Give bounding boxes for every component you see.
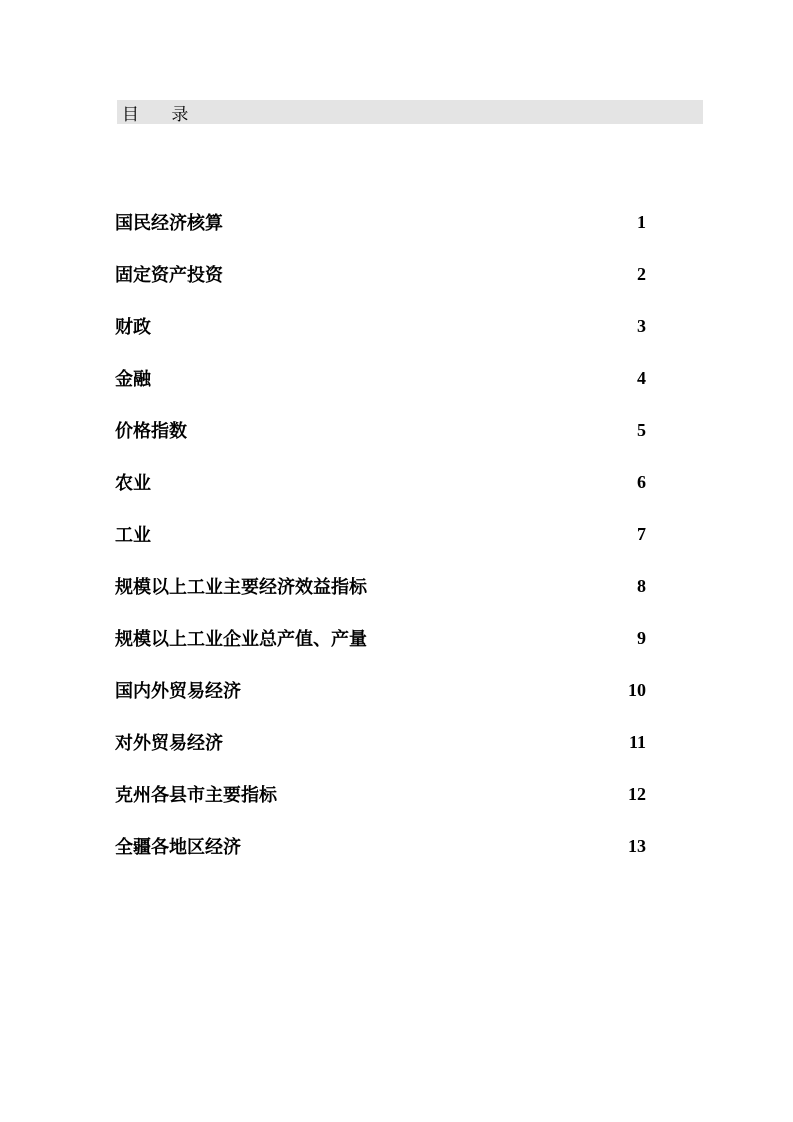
toc-entry-page-number: 6 (637, 471, 646, 492)
toc-entry-page-number: 9 (637, 627, 646, 648)
toc-entry-page-number: 1 (637, 211, 646, 232)
toc-entry-label: 规模以上工业主要经济效益指标 (115, 577, 367, 598)
toc-entry[interactable] (115, 820, 646, 872)
toc-entry-label: 克州各县市主要指标 (115, 785, 277, 806)
toc-entry-label: 固定资产投资 (115, 265, 223, 286)
toc-entry-page-number: 4 (637, 367, 646, 388)
toc-entry-label: 国民经济核算 (115, 213, 223, 234)
toc-entry[interactable] (115, 664, 646, 716)
toc-entry-page-number: 5 (637, 419, 646, 440)
toc-entry[interactable] (115, 300, 646, 352)
toc-entry-label: 规模以上工业企业总产值、产量 (115, 629, 367, 650)
toc-entry[interactable] (115, 716, 646, 768)
toc-entry-page-number: 12 (628, 783, 646, 804)
toc-entry-page-number: 11 (628, 731, 646, 752)
toc-entry-page-number: 13 (628, 835, 646, 856)
toc-entry[interactable] (115, 196, 646, 248)
toc-entry[interactable] (115, 404, 646, 456)
toc-entry[interactable] (115, 508, 646, 560)
toc-entry-page-number: 3 (637, 315, 646, 336)
toc-entry[interactable] (115, 768, 646, 820)
toc-entry-label: 农业 (115, 473, 151, 494)
toc-entry-label: 金融 (115, 369, 151, 390)
table-of-contents (115, 196, 646, 872)
toc-title: 目 录 (122, 104, 189, 125)
toc-entry-label: 对外贸易经济 (115, 733, 223, 754)
toc-entry-label: 国内外贸易经济 (115, 681, 241, 702)
toc-entry-label: 财政 (115, 317, 151, 338)
toc-entry-page-number: 10 (628, 679, 646, 700)
toc-entry-label: 工业 (115, 525, 151, 546)
toc-entry[interactable] (115, 560, 646, 612)
toc-entry[interactable] (115, 612, 646, 664)
toc-entry-label: 全疆各地区经济 (115, 837, 241, 858)
toc-entry[interactable] (115, 456, 646, 508)
toc-entry-page-number: 8 (637, 575, 646, 596)
toc-header-bar (117, 100, 703, 124)
toc-entry-page-number: 7 (637, 523, 646, 544)
toc-entry[interactable] (115, 248, 646, 300)
toc-entry-page-number: 2 (637, 263, 646, 284)
toc-entry[interactable] (115, 352, 646, 404)
toc-entry-label: 价格指数 (115, 421, 187, 442)
